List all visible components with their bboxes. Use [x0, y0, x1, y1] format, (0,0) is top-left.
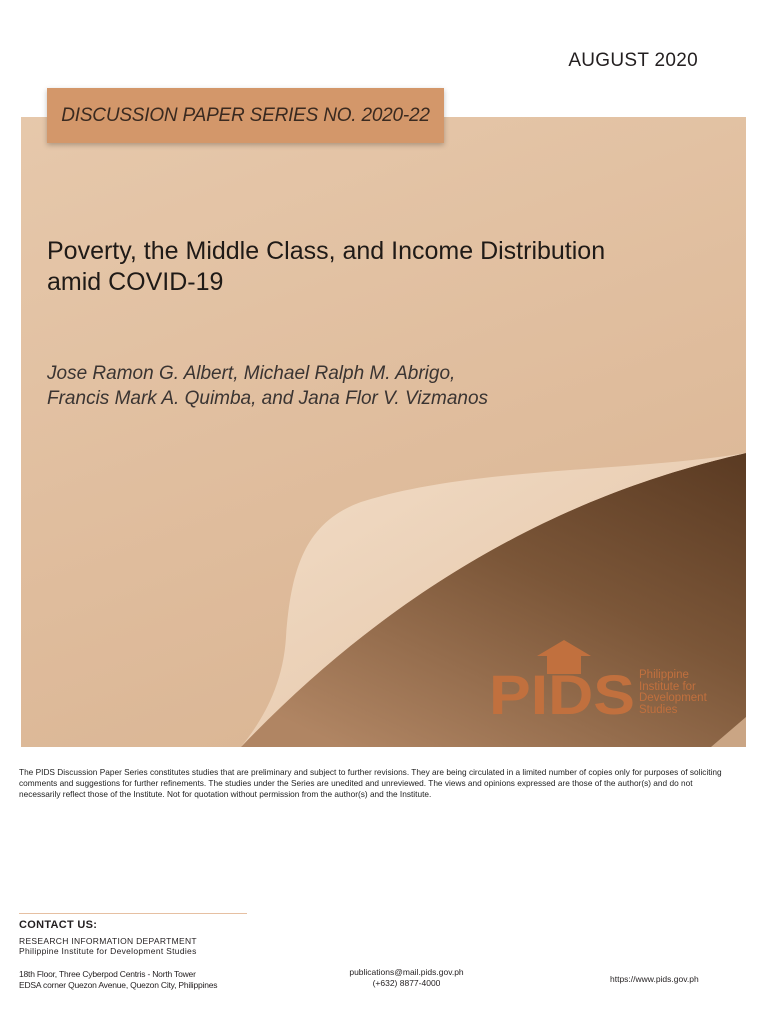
contact-phone: (+632) 8877-4000 [372, 978, 441, 988]
contact-email-phone [349, 967, 464, 989]
pids-logo-mark [489, 640, 635, 716]
address-line-2: EDSA corner Quezon Avenue, Quezon City, Philippines [19, 980, 218, 990]
authors-line-1: Jose Ramon G. Albert, Michael Ralph M. Abrigo, [47, 363, 456, 384]
contact-email-link[interactable]: publications@mail.pids.gov.ph [349, 967, 464, 977]
logo-line-3: Development [639, 692, 707, 704]
paper-title-line-2: amid COVID-19 [47, 268, 224, 296]
logo-line-4: Studies [639, 703, 678, 716]
disclaimer-text: The PIDS Discussion Paper Series constitutes studies that are preliminary and subject to further revisions. They are being circulated in a limited number of copies only for purposes of soliciting comments and suggestions for further refinements. The studies under the Series are unedited and unreviewed. The views and opinions expressed are those of the author(s) and do not necessarily reflect those of the Institute. Not for quotation without permission from the author(s) and the Institute. [19, 767, 722, 799]
contact-heading: CONTACT US: [19, 919, 98, 931]
series-number-band [47, 88, 444, 143]
publication-date: AUGUST 2020 [568, 50, 698, 71]
logo-line-2: Institute for [639, 680, 696, 693]
logo-line-1: Philippine [639, 669, 689, 681]
website-link[interactable]: https://www.pids.gov.ph [610, 974, 699, 984]
logo-institute-name [639, 670, 707, 716]
address-line-1: 18th Floor, Three Cyberpod Centris - North Tower [19, 969, 196, 979]
series-number-label: DISCUSSION PAPER SERIES NO. 2020-22 [61, 104, 430, 126]
paper-authors [47, 361, 707, 411]
paper-title-line-1: Poverty, the Middle Class, and Income Distribution [47, 237, 606, 265]
logo-wordmark: PIDS [489, 663, 635, 716]
institute-name: Philippine Institute for Development Studies [19, 946, 197, 956]
page-curl-graphic [21, 117, 746, 747]
authors-line-2: Francis Mark A. Quimba, and Jana Flor V. Vizmanos [47, 388, 489, 409]
paper-title [47, 236, 717, 298]
contact-department [19, 936, 197, 956]
department-name: RESEARCH INFORMATION DEPARTMENT [19, 936, 197, 946]
contact-address [19, 969, 217, 991]
cover-panel [21, 117, 746, 747]
contact-divider [19, 913, 247, 914]
